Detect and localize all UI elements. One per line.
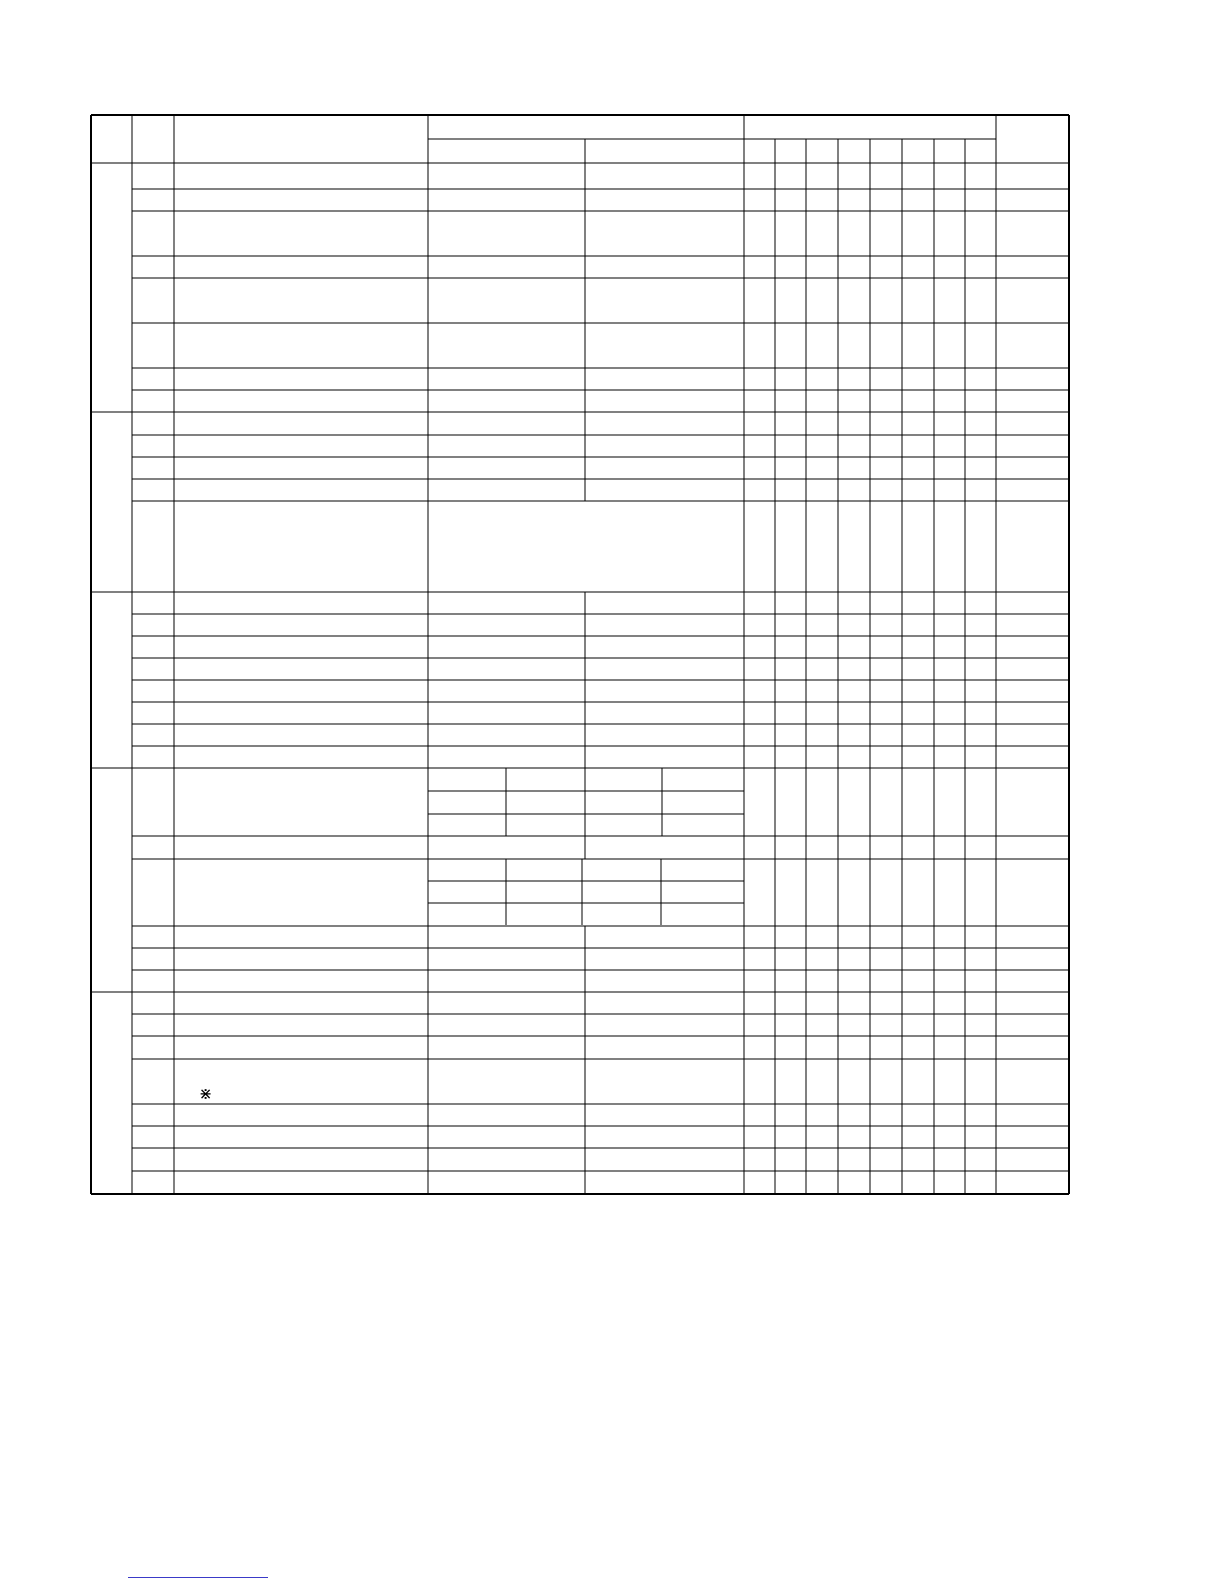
note-asterisk-icon: ⋇	[199, 1084, 213, 1103]
footer-link-underline	[128, 1577, 268, 1578]
